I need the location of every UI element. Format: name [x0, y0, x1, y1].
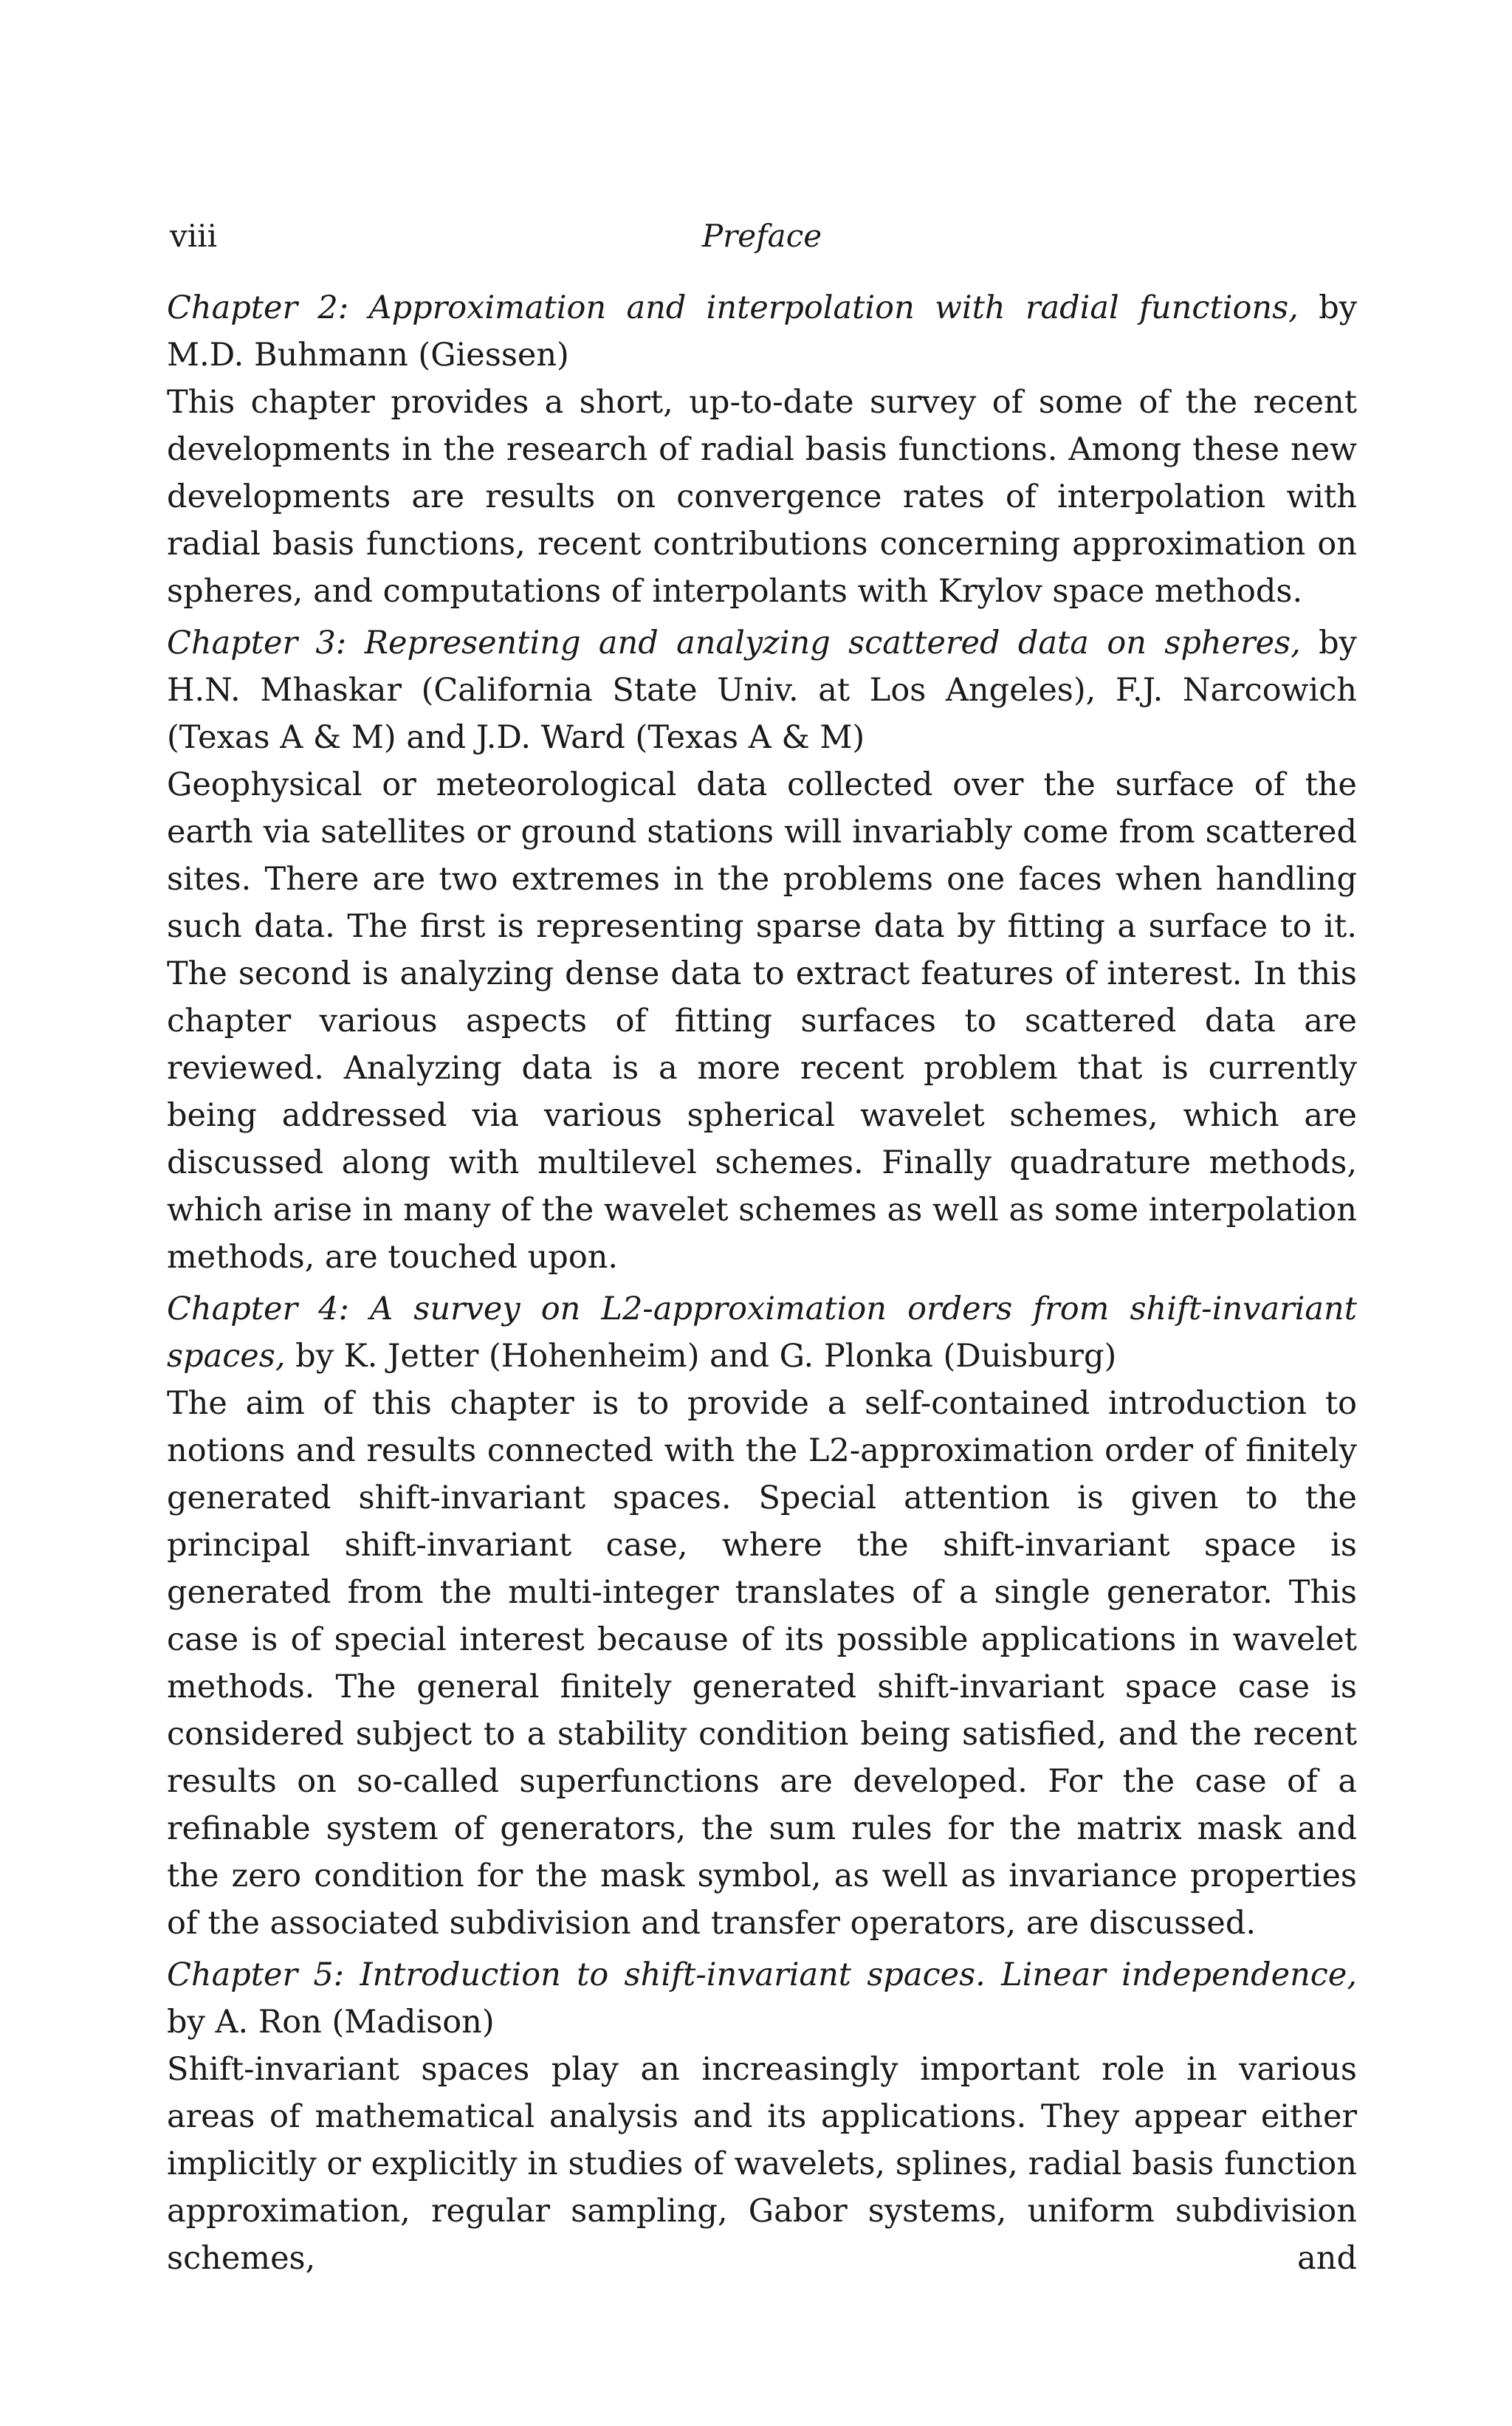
chapter-authors: by K. Jetter (Hohenheim) and G. Plonka (Duisburg): [295, 1338, 1117, 1375]
chapter-title: A survey on L2-approximation orders from shift-invariant spaces,: [167, 1291, 1358, 1375]
chapter-summary: Shift-invariant spaces play an increasingly important role in various areas of mathematical analysis and its applications. They appear either implicitly or explicitly in studies of wavelets, splines, radial basis function approximation, regular sampling, Gabor systems, uniform subdivision schemes, and: [167, 2051, 1357, 2277]
chapter-label: Chapter 2:: [167, 289, 349, 326]
chapter-title: Introduction to shift-invariant spaces. Linear independence,: [360, 1956, 1357, 1993]
book-page: [167, 218, 1357, 2286]
chapter-label: Chapter 5:: [167, 1956, 345, 1993]
chapter-authors: by H.N. Mhaskar (California State Univ. at Los Angeles), F.J. Narcowich (Texas A & M) and J.D. Ward (Texas A & M): [167, 625, 1357, 756]
chapter-4-entry: [167, 1285, 1357, 1947]
chapter-2-entry: [167, 284, 1357, 615]
chapter-summary: The aim of this chapter is to provide a self-contained introduction to notions and results connected with the L2-approximation order of finitely generated shift-invariant spaces. Special attention is given to the principal shift-invariant case, where the shift-invariant space is generated from the multi-integer translates of a single generator. This case is of special interest because of its possible applications in wavelet methods. The general finitely generated shift-invariant space case is considered subject to a stability condition being satisfied, and the recent results on so-called superfunctions are developed. For the case of a refinable system of generators, the sum rules for the matrix mask and the zero condition for the mask symbol, as well as invariance properties of the associated subdivision and transfer operators, are discussed.: [167, 1385, 1357, 1942]
chapter-summary: Geophysical or meteorological data collected over the surface of the earth via satellites or ground stations will invariably come from scattered sites. There are two extremes in the problems one faces when handling such data. The first is representing sparse data by fitting a surface to it. The second is analyzing dense data to extract features of interest. In this chapter various aspects of fitting surfaces to scattered data are reviewed. Analyzing data is a more recent problem that is currently being addressed via various spherical wavelet schemes, which are discussed along with multilevel schemes. Finally quadrature methods, which arise in many of the wavelet schemes as well as some interpolation methods, are touched upon.: [167, 766, 1357, 1276]
chapter-label: Chapter 4:: [167, 1291, 349, 1327]
chapter-heading: [167, 1951, 1357, 2046]
chapter-authors: by A. Ron (Madison): [167, 2004, 495, 2041]
chapter-authors: by M.D. Buhmann (Giessen): [167, 289, 1358, 374]
chapter-3-entry: [167, 619, 1357, 1281]
chapter-summary: This chapter provides a short, up-to-date survey of some of the recent developments in the research of radial basis functions. Among these new developments are results on convergence rates of interpolation with radial basis functions, recent contributions concerning approximation on spheres, and computations of interpolants with Krylov space methods.: [167, 384, 1357, 610]
chapter-title: Approximation and interpolation with radial functions,: [368, 289, 1299, 326]
running-head: [167, 218, 1357, 262]
page-number: viii: [170, 218, 218, 254]
chapter-5-entry: [167, 1951, 1357, 2282]
running-title: Preface: [701, 218, 822, 254]
chapter-heading: [167, 619, 1357, 761]
chapter-heading: [167, 1285, 1357, 1380]
chapter-label: Chapter 3:: [167, 625, 347, 662]
chapter-heading: [167, 284, 1357, 379]
chapter-title: Representing and analyzing scattered data on spheres,: [364, 625, 1301, 662]
